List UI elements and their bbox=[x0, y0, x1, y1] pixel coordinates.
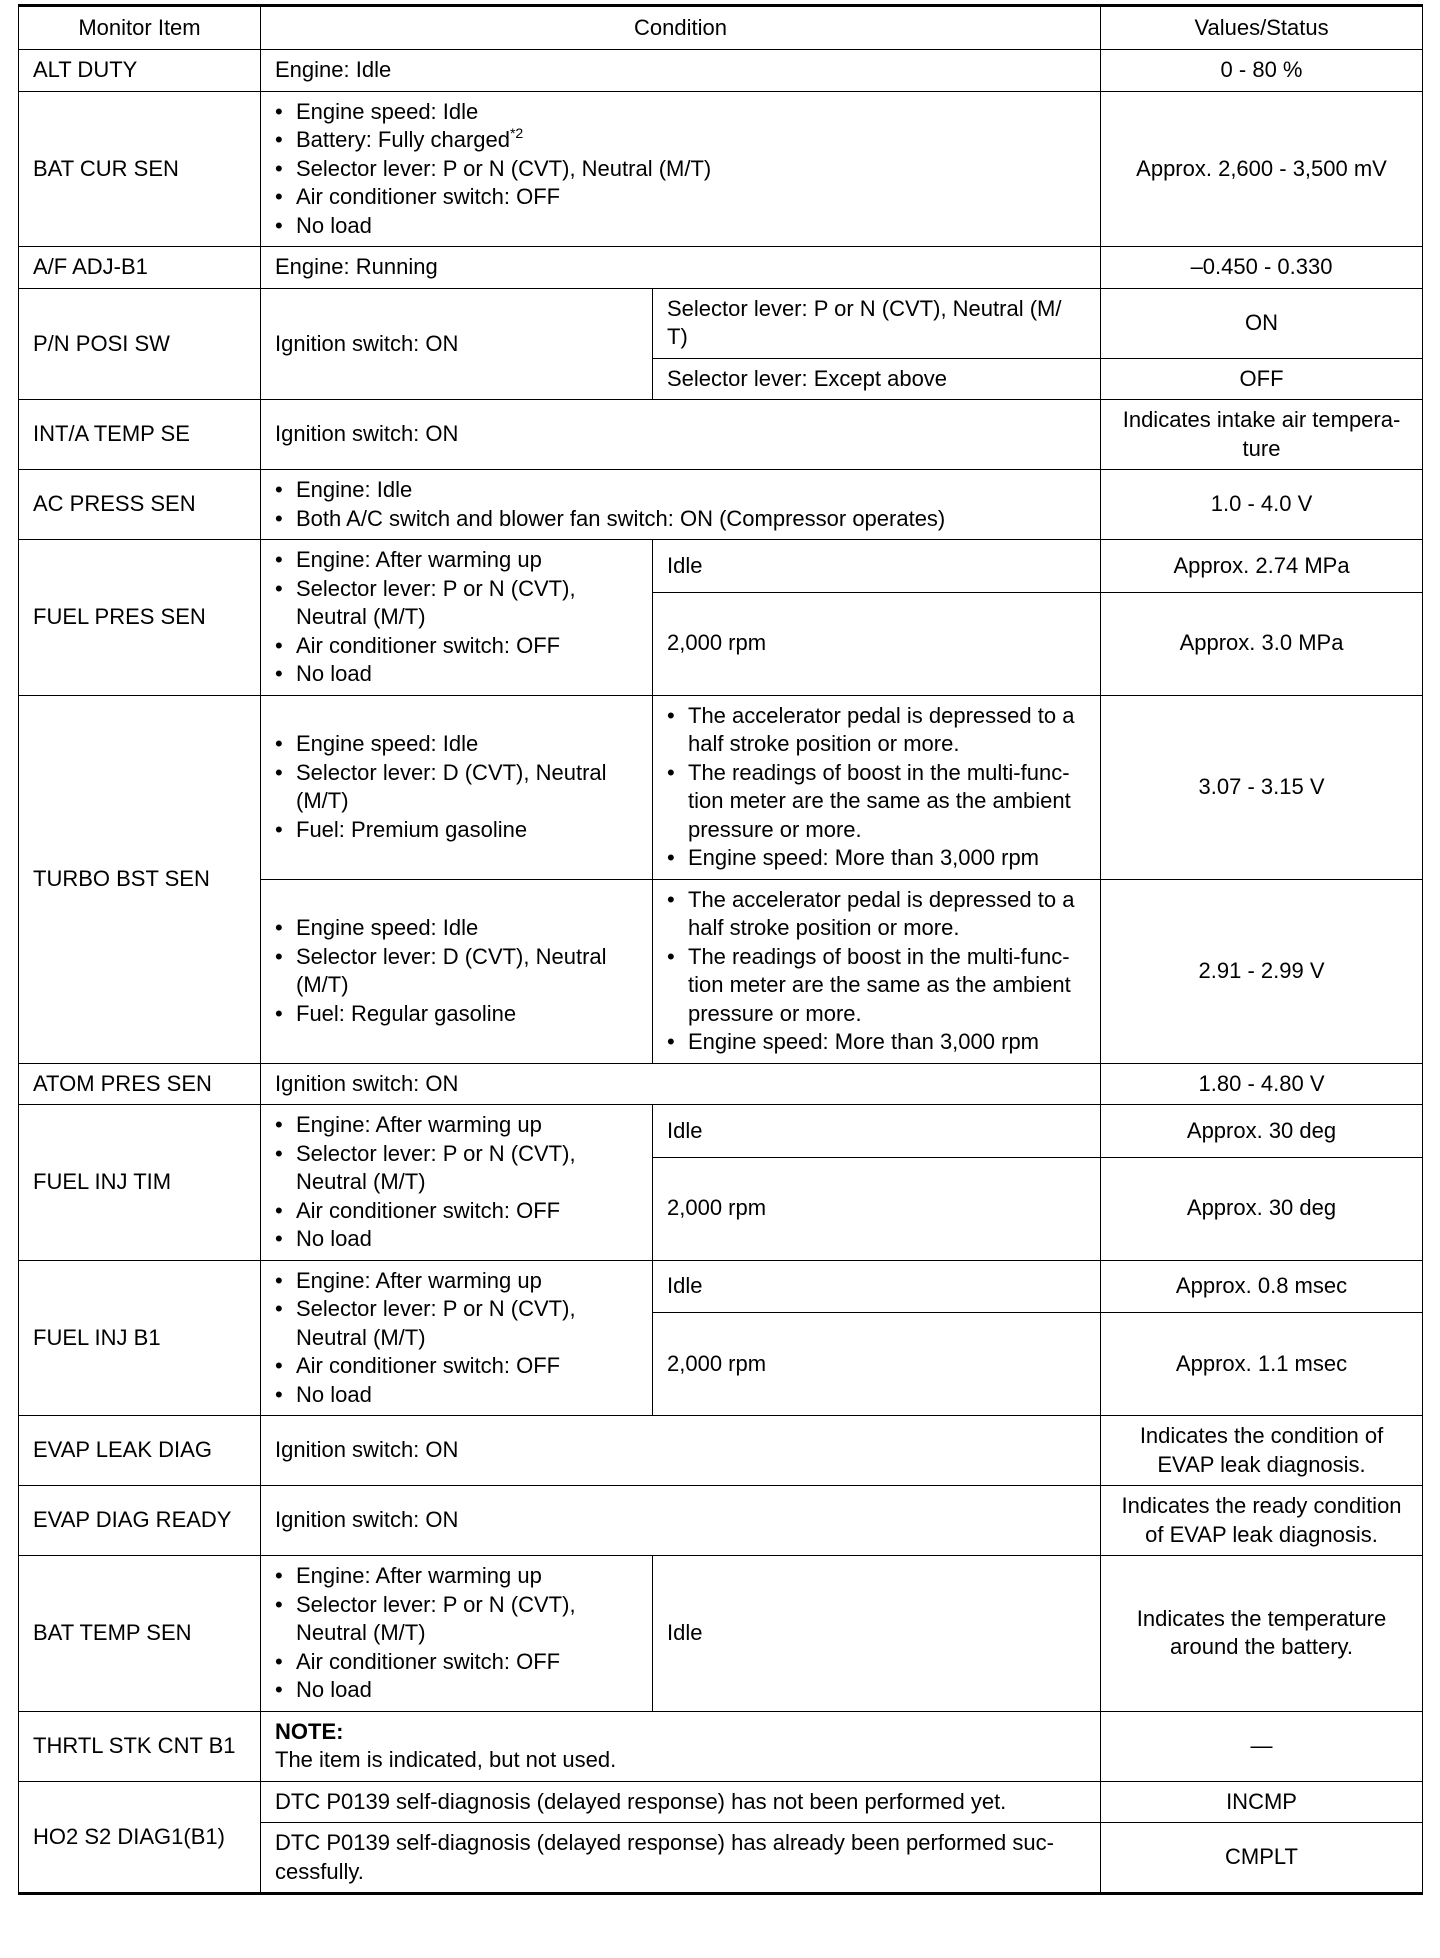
condition-cell bbox=[261, 1105, 653, 1261]
condition-list bbox=[275, 914, 638, 1028]
condition-cell bbox=[261, 879, 653, 1063]
monitor-item-cell: FUEL INJ TIM bbox=[19, 1105, 261, 1261]
value-cell: 3.07 - 3.15 V bbox=[1101, 695, 1423, 879]
condition-cell: DTC P0139 self-diagnosis (delayed response) has not been performed yet. bbox=[261, 1781, 1101, 1823]
condition-list bbox=[275, 98, 1086, 241]
value-cell: Indicates the temperature around the battery. bbox=[1101, 1556, 1423, 1712]
list-item: • The readings of boost in the multi-func- tion meter are the same as the ambient pressure or more. bbox=[667, 943, 1086, 1029]
list-item: • Engine: After warming up bbox=[275, 1562, 638, 1591]
table-row bbox=[19, 540, 1423, 593]
condition-cell: DTC P0139 self-diagnosis (delayed response) has already been performed suc- cessfully. bbox=[261, 1823, 1101, 1894]
value-cell: Approx. 0.8 msec bbox=[1101, 1260, 1423, 1313]
table-row bbox=[19, 695, 1423, 879]
list-item: • Fuel: Regular gasoline bbox=[275, 1000, 638, 1029]
monitor-item-cell: EVAP LEAK DIAG bbox=[19, 1416, 261, 1486]
monitor-item-cell: AC PRESS SEN bbox=[19, 470, 261, 540]
list-item: • Selector lever: P or N (CVT), Neutral (M/T) bbox=[275, 1591, 638, 1648]
condition-cell: Engine: Idle bbox=[261, 50, 1101, 92]
list-item: • Fuel: Premium gasoline bbox=[275, 816, 638, 845]
condition-cell: Ignition switch: ON bbox=[261, 1063, 1101, 1105]
note-label: NOTE: bbox=[275, 1718, 344, 1744]
sub-condition-list bbox=[667, 702, 1086, 873]
value-cell: Approx. 30 deg bbox=[1101, 1105, 1423, 1158]
sub-condition-cell: Idle bbox=[653, 1105, 1101, 1158]
monitor-item-cell: TURBO BST SEN bbox=[19, 695, 261, 1063]
list-item: • Air conditioner switch: OFF bbox=[275, 1648, 638, 1677]
monitor-item-cell: EVAP DIAG READY bbox=[19, 1486, 261, 1556]
list-item: • Selector lever: P or N (CVT), Neutral (M/T) bbox=[275, 1140, 638, 1197]
value-cell: 2.91 - 2.99 V bbox=[1101, 879, 1423, 1063]
monitor-item-table bbox=[18, 4, 1423, 1895]
list-item: • The readings of boost in the multi-func- tion meter are the same as the ambient pressure or more. bbox=[667, 759, 1086, 845]
condition-cell bbox=[261, 1260, 653, 1416]
sub-condition-cell: Selector lever: P or N (CVT), Neutral (M/ T) bbox=[653, 288, 1101, 358]
list-item: • Air conditioner switch: OFF bbox=[275, 632, 638, 661]
list-item: • Selector lever: D (CVT), Neutral (M/T) bbox=[275, 759, 638, 816]
header-condition: Condition bbox=[261, 6, 1101, 50]
sub-condition-cell: Idle bbox=[653, 1556, 1101, 1712]
value-cell: Indicates intake air tempera- ture bbox=[1101, 400, 1423, 470]
list-item: • Engine speed: More than 3,000 rpm bbox=[667, 844, 1086, 873]
condition-list bbox=[275, 730, 638, 844]
sub-condition-cell bbox=[653, 695, 1101, 879]
table-row bbox=[19, 400, 1423, 470]
table-row bbox=[19, 91, 1423, 247]
list-item: • Selector lever: P or N (CVT), Neutral (M/T) bbox=[275, 155, 1086, 184]
value-cell: CMPLT bbox=[1101, 1823, 1423, 1894]
condition-list bbox=[275, 546, 638, 689]
list-item: • Engine: After warming up bbox=[275, 1267, 638, 1296]
sub-condition-cell: Selector lever: Except above bbox=[653, 358, 1101, 400]
value-cell: Approx. 2.74 MPa bbox=[1101, 540, 1423, 593]
condition-cell bbox=[261, 91, 1101, 247]
condition-cell bbox=[261, 540, 653, 696]
value-cell: Approx. 3.0 MPa bbox=[1101, 592, 1423, 695]
value-cell: Indicates the ready condition of EVAP leak diagnosis. bbox=[1101, 1486, 1423, 1556]
list-item: • Air conditioner switch: OFF bbox=[275, 183, 1086, 212]
list-item: • Engine: After warming up bbox=[275, 546, 638, 575]
value-cell: — bbox=[1101, 1711, 1423, 1781]
table-row bbox=[19, 1711, 1423, 1781]
list-item: • Both A/C switch and blower fan switch: ON (Compressor operates) bbox=[275, 505, 1086, 534]
table-row bbox=[19, 1260, 1423, 1313]
footnote-marker: *2 bbox=[509, 125, 524, 141]
sub-condition-cell: 2,000 rpm bbox=[653, 1157, 1101, 1260]
value-cell: 0 - 80 % bbox=[1101, 50, 1423, 92]
sub-condition-cell: Idle bbox=[653, 1260, 1101, 1313]
list-item: • Selector lever: P or N (CVT), Neutral (M/T) bbox=[275, 575, 638, 632]
condition-list bbox=[275, 476, 1086, 533]
note-text: The item is indicated, but not used. bbox=[275, 1747, 617, 1772]
table-row bbox=[19, 50, 1423, 92]
condition-list bbox=[275, 1562, 638, 1705]
condition-list bbox=[275, 1111, 638, 1254]
monitor-item-cell: THRTL STK CNT B1 bbox=[19, 1711, 261, 1781]
table-row bbox=[19, 1781, 1423, 1823]
list-item: • The accelerator pedal is depressed to a half stroke position or more. bbox=[667, 886, 1086, 943]
monitor-item-cell: BAT TEMP SEN bbox=[19, 1556, 261, 1712]
value-cell: Approx. 30 deg bbox=[1101, 1157, 1423, 1260]
list-item: • No load bbox=[275, 1381, 638, 1410]
condition-cell bbox=[261, 695, 653, 879]
list-item: • Selector lever: D (CVT), Neutral (M/T) bbox=[275, 943, 638, 1000]
condition-list bbox=[275, 1267, 638, 1410]
condition-cell: Ignition switch: ON bbox=[261, 288, 653, 400]
list-item: • Air conditioner switch: OFF bbox=[275, 1352, 638, 1381]
monitor-item-cell: FUEL PRES SEN bbox=[19, 540, 261, 696]
value-cell: INCMP bbox=[1101, 1781, 1423, 1823]
value-cell: ON bbox=[1101, 288, 1423, 358]
list-item: • Engine: After warming up bbox=[275, 1111, 638, 1140]
value-cell: Approx. 2,600 - 3,500 mV bbox=[1101, 91, 1423, 247]
list-item: • No load bbox=[275, 212, 1086, 241]
value-cell: 1.80 - 4.80 V bbox=[1101, 1063, 1423, 1105]
list-item: • Air conditioner switch: OFF bbox=[275, 1197, 638, 1226]
value-cell: –0.450 - 0.330 bbox=[1101, 247, 1423, 289]
monitor-item-cell: INT/A TEMP SE bbox=[19, 400, 261, 470]
list-item: • Engine speed: Idle bbox=[275, 730, 638, 759]
condition-cell: Ignition switch: ON bbox=[261, 400, 1101, 470]
sub-condition-cell: Idle bbox=[653, 540, 1101, 593]
condition-cell: Engine: Running bbox=[261, 247, 1101, 289]
condition-cell: Ignition switch: ON bbox=[261, 1486, 1101, 1556]
monitor-item-cell: ATOM PRES SEN bbox=[19, 1063, 261, 1105]
monitor-item-cell: HO2 S2 DIAG1(B1) bbox=[19, 1781, 261, 1894]
value-cell: Indicates the condition of EVAP leak diagnosis. bbox=[1101, 1416, 1423, 1486]
table-header-row bbox=[19, 6, 1423, 50]
monitor-item-cell: P/N POSI SW bbox=[19, 288, 261, 400]
table-row bbox=[19, 247, 1423, 289]
list-item: • No load bbox=[275, 660, 638, 689]
list-item: • Engine speed: Idle bbox=[275, 98, 1086, 127]
header-values-status: Values/Status bbox=[1101, 6, 1423, 50]
table-row bbox=[19, 1556, 1423, 1712]
table-row bbox=[19, 288, 1423, 358]
value-cell: 1.0 - 4.0 V bbox=[1101, 470, 1423, 540]
table-row bbox=[19, 1063, 1423, 1105]
table-row bbox=[19, 1416, 1423, 1486]
list-item: • The accelerator pedal is depressed to a half stroke position or more. bbox=[667, 702, 1086, 759]
condition-cell bbox=[261, 1711, 1101, 1781]
value-cell: Approx. 1.1 msec bbox=[1101, 1313, 1423, 1416]
table-row bbox=[19, 1105, 1423, 1158]
list-item-text: Battery: Fully charged bbox=[296, 127, 510, 152]
sub-condition-cell bbox=[653, 879, 1101, 1063]
condition-cell bbox=[261, 470, 1101, 540]
sub-condition-list bbox=[667, 886, 1086, 1057]
condition-cell: Ignition switch: ON bbox=[261, 1416, 1101, 1486]
monitor-item-cell: BAT CUR SEN bbox=[19, 91, 261, 247]
sub-condition-cell: 2,000 rpm bbox=[653, 592, 1101, 695]
table-row bbox=[19, 470, 1423, 540]
monitor-item-cell: ALT DUTY bbox=[19, 50, 261, 92]
list-item bbox=[275, 126, 1086, 155]
monitor-item-cell: A/F ADJ-B1 bbox=[19, 247, 261, 289]
condition-cell bbox=[261, 1556, 653, 1712]
list-item: • Engine speed: More than 3,000 rpm bbox=[667, 1028, 1086, 1057]
list-item: • Engine: Idle bbox=[275, 476, 1086, 505]
list-item: • Selector lever: P or N (CVT), Neutral (M/T) bbox=[275, 1295, 638, 1352]
list-item: • No load bbox=[275, 1225, 638, 1254]
value-cell: OFF bbox=[1101, 358, 1423, 400]
list-item: • No load bbox=[275, 1676, 638, 1705]
monitor-item-cell: FUEL INJ B1 bbox=[19, 1260, 261, 1416]
header-monitor-item: Monitor Item bbox=[19, 6, 261, 50]
sub-condition-cell: 2,000 rpm bbox=[653, 1313, 1101, 1416]
list-item: • Engine speed: Idle bbox=[275, 914, 638, 943]
document-page bbox=[18, 4, 1422, 1895]
table-row bbox=[19, 1486, 1423, 1556]
